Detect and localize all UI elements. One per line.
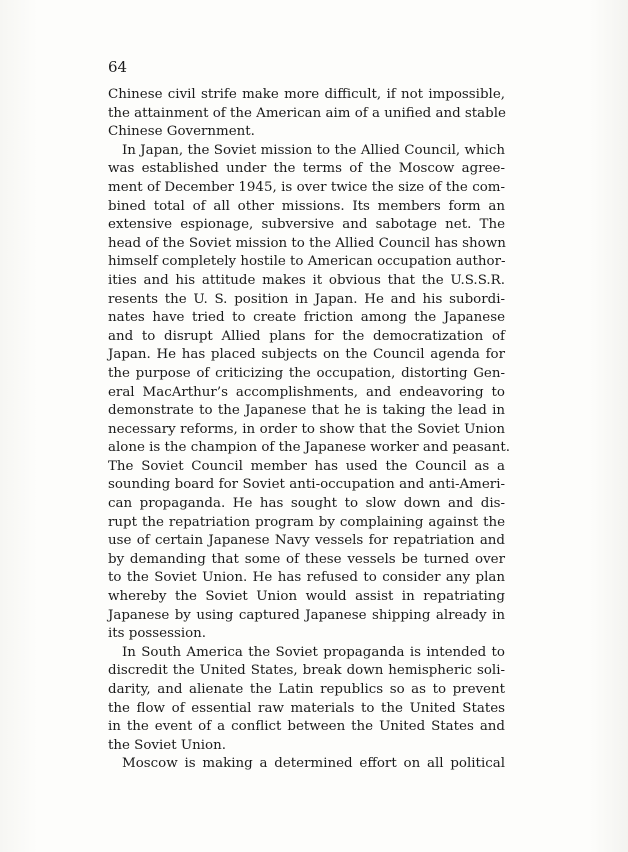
text-line: ities and his attitude makes it obvious that the U.S.S.R.: [108, 272, 505, 288]
text-line: Chinese Government.: [108, 124, 255, 140]
text-line: to the Soviet Union. He has refused to consider any plan: [108, 570, 505, 586]
text-line: discredit the United States, break down hemispheric soli-: [108, 663, 505, 679]
text-line: the Soviet Union.: [108, 737, 226, 753]
text-line: In Japan, the Soviet mission to the Allied Council, which: [122, 142, 505, 158]
text-line: demonstrate to the Japanese that he is taking the lead in: [108, 403, 505, 419]
text-line: Chinese civil strife make more difficult, if not impossible,: [108, 87, 505, 102]
text-line: Japanese by using captured Japanese shipping already in: [108, 607, 505, 623]
text-line: rupt the repatriation program by complaining against the: [108, 514, 505, 530]
text-line: the purpose of criticizing the occupation, distorting Gen-: [108, 365, 505, 381]
text-line: The Soviet Council member has used the Council as a: [108, 458, 505, 474]
text-line: can propaganda. He has sought to slow down and dis-: [108, 496, 505, 512]
text-line: the attainment of the American aim of a unified and stable: [108, 105, 506, 121]
text-line: the flow of essential raw materials to the United States: [108, 700, 505, 716]
text-line: was established under the terms of the Moscow agree-: [108, 161, 505, 177]
text-line: alone is the champion of the Japanese worker and peasant.: [108, 440, 510, 456]
text-line: in the event of a conflict between the United States and: [108, 719, 505, 735]
text-line: its possession.: [108, 626, 207, 642]
text-line: and to disrupt Allied plans for the democratization of: [108, 328, 505, 344]
text-line: eral MacArthur’s accomplishments, and endeavoring to: [108, 384, 505, 400]
text-line: by demanding that some of these vessels be turned over: [108, 551, 505, 567]
text-line: whereby the Soviet Union would assist in repatriating: [108, 589, 505, 605]
text-line: extensive espionage, subversive and sabotage net. The: [108, 217, 505, 233]
text-line: darity, and alienate the Latin republics so as to prevent: [108, 682, 505, 697]
text-line: nates have tried to create friction among the Japanese: [108, 310, 505, 326]
text-line: himself completely hostile to American occupation author-: [108, 254, 506, 270]
body-text: [108, 86, 510, 774]
text-line: use of certain Japanese Navy vessels for repatriation and: [108, 533, 505, 549]
text-line: Japan. He has placed subjects on the Council agenda for: [108, 347, 505, 363]
text-line: resents the U. S. position in Japan. He and his subordi-: [108, 291, 505, 307]
text-line: head of the Soviet mission to the Allied Council has shown: [108, 235, 506, 251]
text-line: bined total of all other missions. Its members form an: [108, 198, 505, 214]
text-line: sounding board for Soviet anti-occupation and anti-Ameri-: [108, 477, 505, 493]
text-line: necessary reforms, in order to show that the Soviet Union: [108, 421, 505, 437]
text-line: ment of December 1945, is over twice the size of the com-: [108, 179, 505, 195]
text-line: Moscow is making a determined effort on all political: [122, 756, 505, 772]
text-line: In South America the Soviet propaganda is intended to: [122, 644, 505, 660]
page-number: 64: [108, 58, 128, 76]
